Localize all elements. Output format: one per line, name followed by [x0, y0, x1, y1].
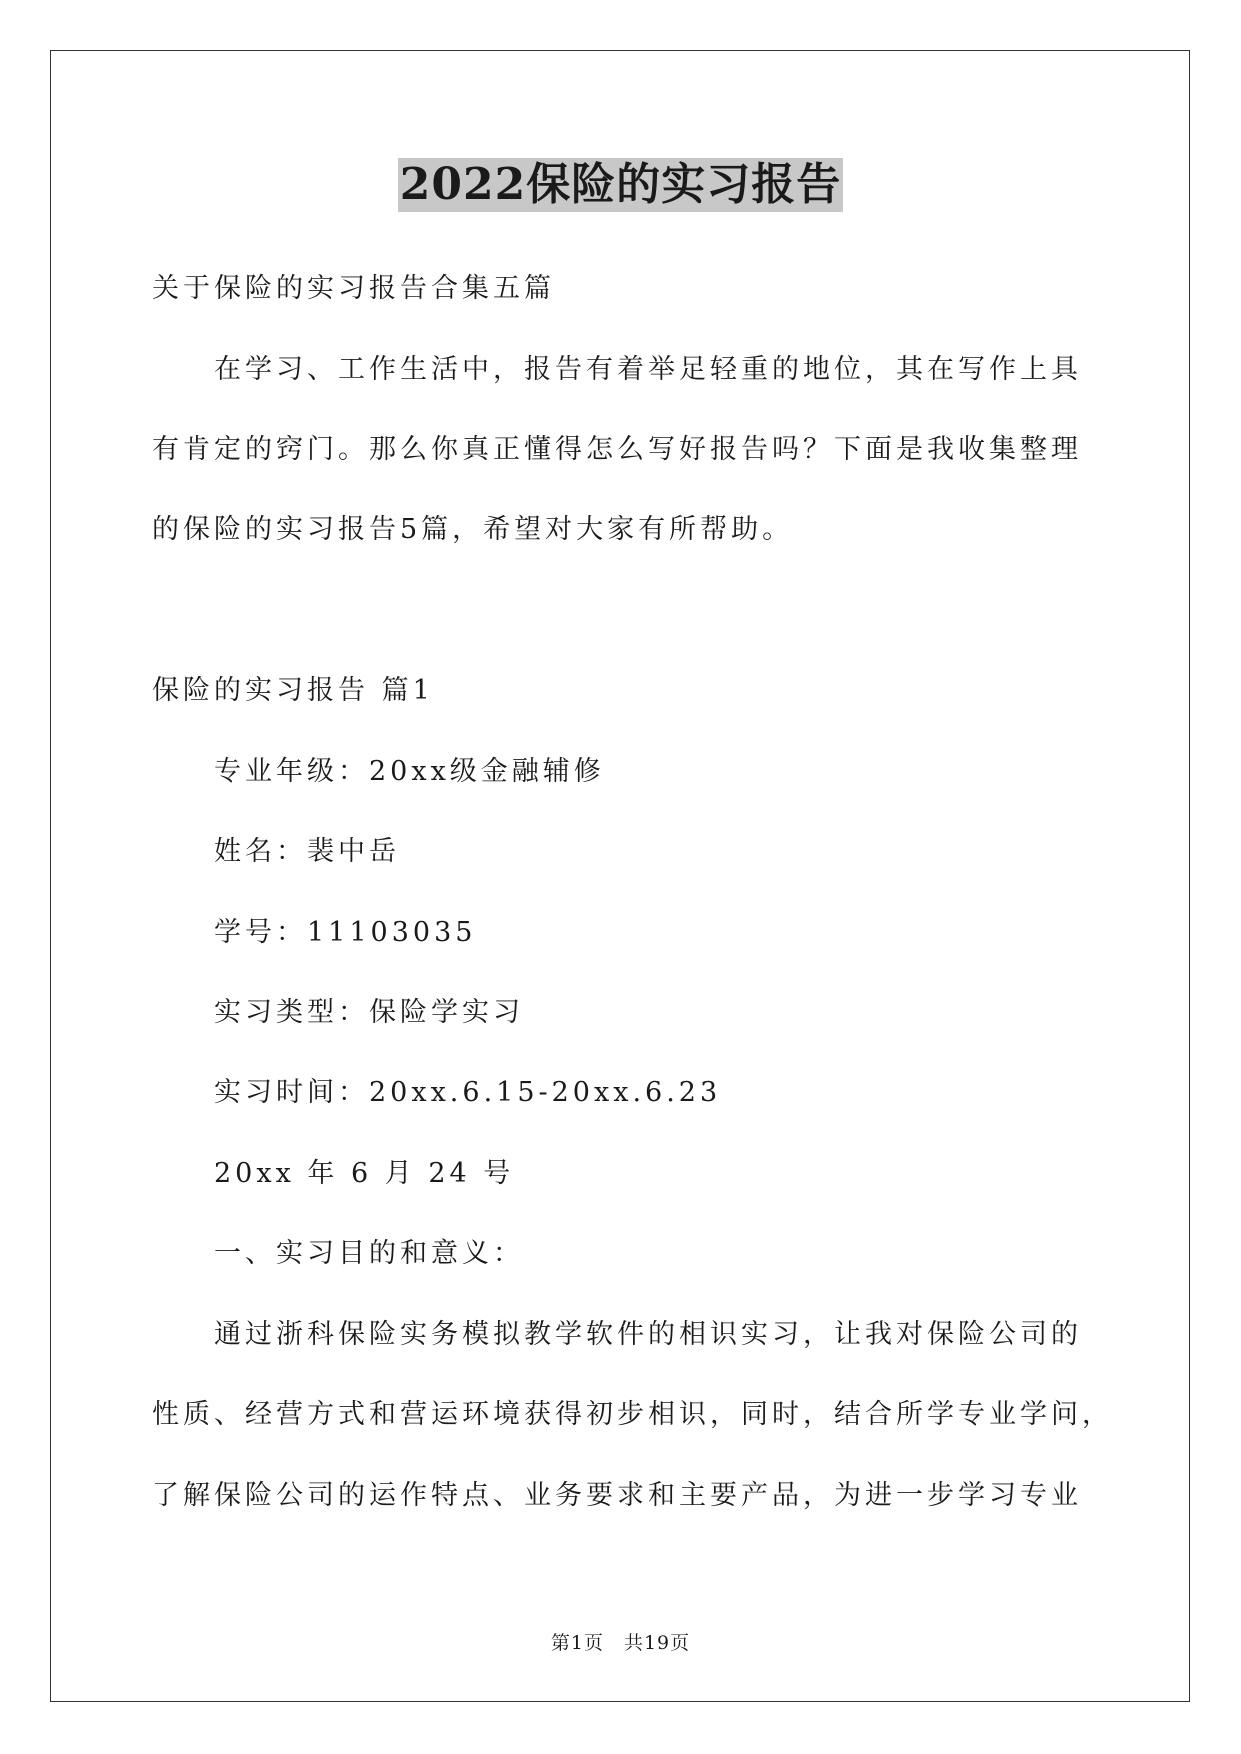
- page-footer: 第1页 共19页: [550, 1632, 691, 1654]
- section-purpose-heading: 一、实习目的和意义：: [214, 1238, 524, 1269]
- intro-line-3: 的保险的实习报告5篇，希望对大家有所帮助。: [152, 514, 794, 545]
- intro-line-2: 有肯定的窍门。那么你真正懂得怎么写好报告吗？下面是我收集整理: [152, 434, 1082, 465]
- title-container: [0, 158, 1241, 212]
- info-name: 姓名：裴中岳: [214, 836, 400, 867]
- info-student-id: 学号：11103035: [214, 917, 477, 948]
- body-line-1: 通过浙科保险实务模拟教学软件的相识实习，让我对保险公司的: [214, 1319, 1082, 1350]
- info-date: 20xx 年 6 月 24 号: [214, 1158, 515, 1189]
- info-internship-time: 实习时间：20xx.6.15-20xx.6.23: [214, 1077, 722, 1108]
- document-subtitle: 关于保险的实习报告合集五篇: [152, 273, 555, 304]
- body-line-3: 了解保险公司的运作特点、业务要求和主要产品，为进一步学习专业: [152, 1480, 1082, 1511]
- section-heading: 保险的实习报告 篇1: [152, 675, 434, 706]
- body-line-2: 性质、经营方式和营运环境获得初步相识，同时，结合所学专业学问，: [152, 1399, 1113, 1430]
- info-internship-type: 实习类型：保险学实习: [214, 997, 524, 1028]
- intro-line-1: 在学习、工作生活中，报告有着举足轻重的地位，其在写作上具: [214, 354, 1082, 385]
- document-title: 2022保险的实习报告: [399, 159, 842, 210]
- info-major-grade: 专业年级：20xx级金融辅修: [214, 756, 605, 787]
